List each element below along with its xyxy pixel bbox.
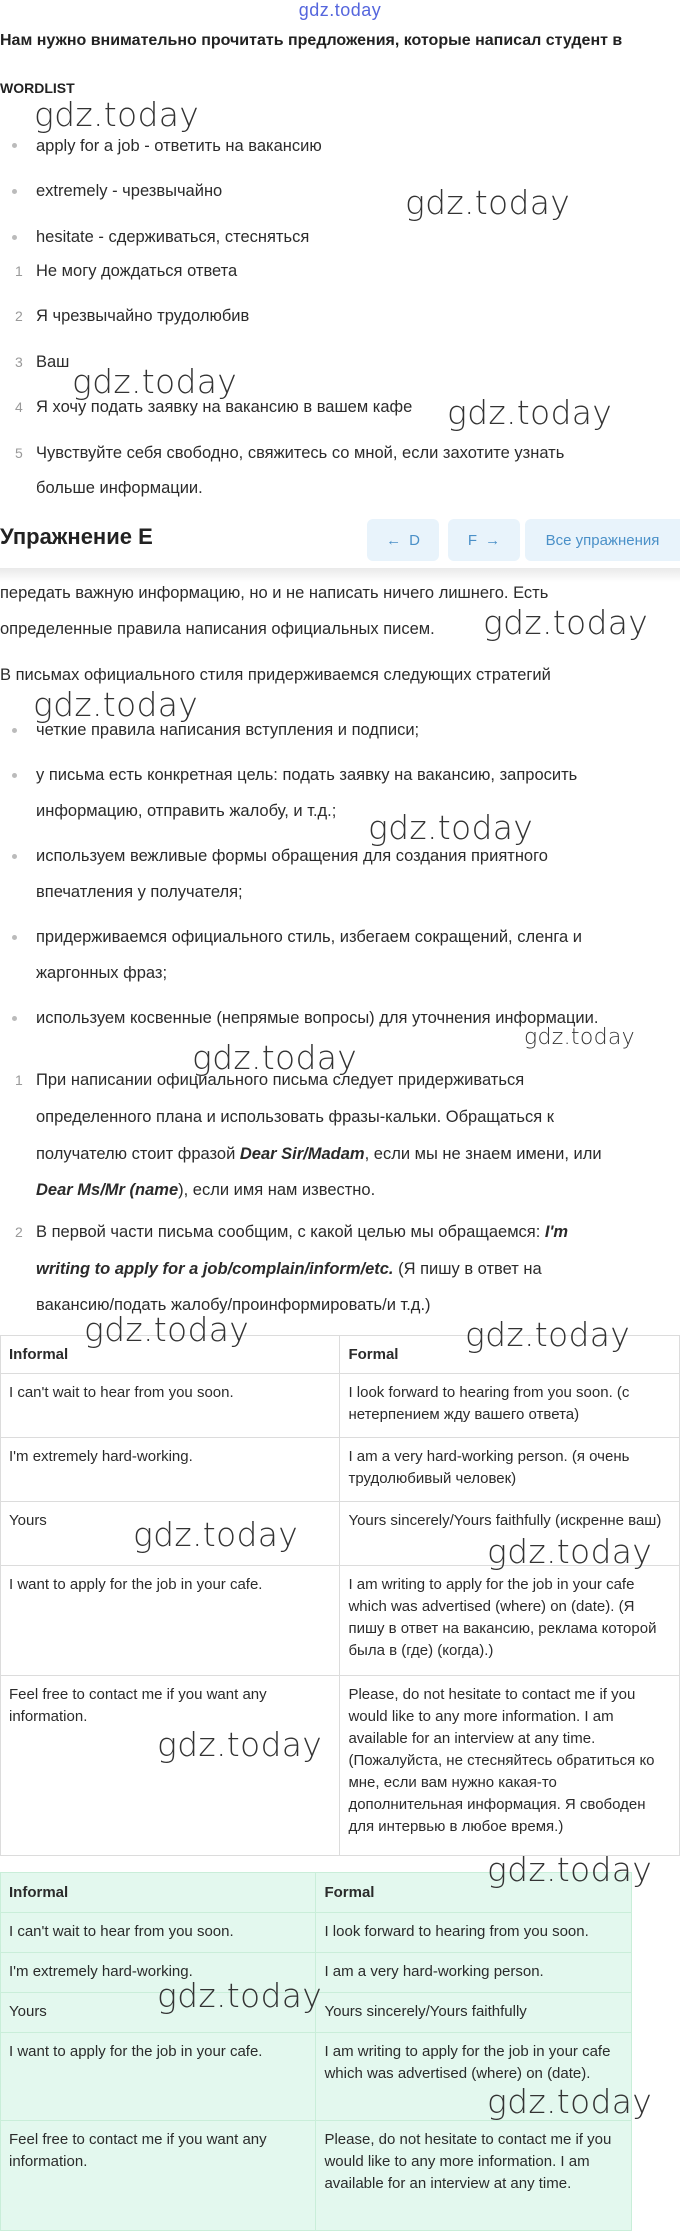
watermark: gdz.today bbox=[524, 1025, 635, 1050]
watermark: gdz.today bbox=[487, 1532, 653, 1571]
list-item: используем вежливые формы обращения для создания приятного bbox=[36, 847, 548, 865]
table-cell: I can't wait to hear from you soon. bbox=[1, 1374, 340, 1438]
watermark: gdz.today bbox=[405, 183, 571, 222]
table-row bbox=[1, 1438, 680, 1502]
table-cell: I can't wait to hear from you soon. bbox=[1, 1913, 316, 1953]
item-number: 5 bbox=[15, 445, 23, 461]
bullet-icon bbox=[12, 189, 17, 194]
step-line: При написании официального письма следует придерживаться bbox=[36, 1071, 525, 1089]
list-item: Я чрезвычайно трудолюбив bbox=[36, 307, 250, 325]
item-number: 2 bbox=[15, 308, 23, 324]
watermark: gdz.today bbox=[192, 1038, 358, 1077]
watermark: gdz.today bbox=[368, 808, 534, 847]
bullet-icon bbox=[12, 1016, 17, 1021]
list-item-continuation: впечатления у получателя; bbox=[36, 883, 243, 901]
paragraph-line: В письмах официального стиля придерживаемся следующих стратегий bbox=[0, 666, 551, 684]
list-item: extremely - чрезвычайно bbox=[36, 182, 223, 200]
list-item: hesitate - сдерживаться, стесняться bbox=[36, 228, 310, 246]
table-cell: Feel free to contact me if you want any information. bbox=[1, 1676, 340, 1856]
table-cell: I am a very hard-working person. (я очень трудолюбивый человек) bbox=[340, 1438, 680, 1502]
column-header-formal: Formal bbox=[340, 1336, 680, 1374]
column-header-formal: Formal bbox=[316, 1873, 632, 1913]
table-row bbox=[1, 2121, 632, 2231]
site-logo[interactable]: gdz.today bbox=[298, 0, 382, 20]
watermark: gdz.today bbox=[133, 1515, 299, 1554]
table-cell: I am writing to apply for the job in your cafe which was advertised (where) on (date). bbox=[316, 2033, 632, 2121]
watermark: gdz.today bbox=[157, 1976, 323, 2015]
table-cell: Please, do not hesitate to contact me if you would like to any more information. I am available for an interview at any time. bbox=[316, 2121, 632, 2231]
list-item: Я хочу подать заявку на вакансию в вашем кафе bbox=[36, 398, 413, 416]
next-exercise-label: F bbox=[467, 531, 478, 549]
comparison-table-highlighted bbox=[0, 1872, 632, 2231]
table-cell: I look forward to hearing from you soon. (с нетерпением жду вашего ответа) bbox=[340, 1374, 680, 1438]
table-cell: Feel free to contact me if you want any information. bbox=[1, 2121, 316, 2231]
comparison-table bbox=[0, 1335, 680, 1856]
all-exercises-button[interactable] bbox=[525, 519, 680, 561]
step-line: вакансию/подать жалобу/проинформировать/и т.д.) bbox=[36, 1296, 431, 1314]
all-exercises-label: Все упражнения bbox=[545, 531, 660, 549]
step-line: Dear Ms/Mr (name), если имя нам известно. bbox=[36, 1181, 376, 1199]
intro-text: Нам нужно внимательно прочитать предложения, которые написал студент в bbox=[0, 32, 623, 49]
item-number: 1 bbox=[15, 263, 23, 279]
list-item: используем косвенные (непрямые вопросы) для уточнения информации. bbox=[36, 1009, 599, 1027]
bullet-icon bbox=[12, 773, 17, 778]
table-row bbox=[1, 1374, 680, 1438]
item-number: 2 bbox=[15, 1224, 23, 1240]
table-cell: Please, do not hesitate to contact me if you would like to any more information. I am available for an interview at any time. (Пожалуйста, не стесняйтесь обратиться ко мне, если вам нужно какая-то дополнительная информация. Я свободен для интервью в любое время.) bbox=[340, 1676, 680, 1856]
step-line: writing to apply for a job/complain/inform/etc. (Я пишу в ответ на bbox=[36, 1260, 542, 1278]
prev-exercise-button[interactable] bbox=[367, 519, 439, 561]
prev-exercise-label: D bbox=[409, 531, 420, 549]
bullet-icon bbox=[12, 728, 17, 733]
list-item: у письма есть конкретная цель: подать заявку на вакансию, запросить bbox=[36, 766, 578, 784]
watermark: gdz.today bbox=[33, 685, 199, 724]
list-item: придерживаемся официального стиль, избегаем сокращений, сленга и bbox=[36, 928, 583, 946]
paragraph-line: передать важную информацию, но и не написать ничего лишнего. Есть bbox=[0, 584, 549, 602]
watermark: gdz.today bbox=[72, 362, 238, 401]
table-cell: I'm extremely hard-working. bbox=[1, 1438, 340, 1502]
watermark: gdz.today bbox=[487, 2082, 653, 2121]
watermark: gdz.today bbox=[84, 1310, 250, 1349]
bullet-icon bbox=[12, 854, 17, 859]
arrow-right-icon: → bbox=[485, 531, 501, 549]
table-row bbox=[1, 1913, 632, 1953]
item-number: 4 bbox=[15, 399, 23, 415]
watermark: gdz.today bbox=[487, 1850, 653, 1889]
list-item-continuation: жаргонных фраз; bbox=[36, 964, 168, 982]
table-cell: Yours sincerely/Yours faithfully (искренне ваш) bbox=[340, 1502, 680, 1566]
step-line: получателю стоит фразой Dear Sir/Madam, если мы не знаем имени, или bbox=[36, 1145, 602, 1163]
list-item: Не могу дождаться ответа bbox=[36, 262, 238, 280]
bullet-icon bbox=[12, 235, 17, 240]
table-cell: I'm extremely hard-working. bbox=[1, 1953, 316, 1993]
table-cell: Yours bbox=[1, 1993, 316, 2033]
step-line: В первой части письма сообщим, с какой целью мы обращаемся: I'm bbox=[36, 1223, 569, 1241]
bullet-icon bbox=[12, 143, 17, 148]
list-item-continuation: больше информации. bbox=[36, 479, 203, 497]
table-cell: Yours sincerely/Yours faithfully bbox=[316, 1993, 632, 2033]
step-line: определенного плана и использовать фразы-кальки. Обращаться к bbox=[36, 1108, 554, 1126]
column-header-informal: Informal bbox=[1, 1873, 316, 1913]
list-item-continuation: информацию, отправить жалобу, и т.д.; bbox=[36, 802, 337, 820]
wordlist-heading: WORDLIST bbox=[0, 80, 75, 96]
watermark: gdz.today bbox=[157, 1725, 323, 1764]
watermark: gdz.today bbox=[483, 603, 649, 642]
list-item: четкие правила написания вступления и подписи; bbox=[36, 721, 420, 739]
arrow-left-icon: ← bbox=[386, 531, 402, 549]
list-item: Ваш bbox=[36, 353, 70, 371]
item-number: 3 bbox=[15, 354, 23, 370]
watermark: gdz.today bbox=[447, 393, 613, 432]
column-header-informal: Informal bbox=[1, 1336, 340, 1374]
table-row bbox=[1, 1676, 680, 1856]
table-cell: I want to apply for the job in your cafe. bbox=[1, 2033, 316, 2121]
table-cell: I look forward to hearing from you soon. bbox=[316, 1913, 632, 1953]
watermark: gdz.today bbox=[34, 95, 200, 134]
exercise-title: Упражнение E bbox=[0, 524, 153, 549]
table-cell: I am a very hard-working person. bbox=[316, 1953, 632, 1993]
list-item: apply for a job - ответить на вакансию bbox=[36, 137, 322, 155]
table-cell: I am writing to apply for the job in your cafe which was advertised (where) on (date). (Я пишу в ответ на вакансию, реклама которой была в (где) (когда).) bbox=[340, 1566, 680, 1676]
table-cell: I want to apply for the job in your cafe. bbox=[1, 1566, 340, 1676]
watermark: gdz.today bbox=[465, 1315, 631, 1354]
table-row bbox=[1, 1566, 680, 1676]
list-item: Чувствуйте себя свободно, свяжитесь со мной, если захотите узнать bbox=[36, 444, 565, 462]
item-number: 1 bbox=[15, 1072, 23, 1088]
paragraph-line: определенные правила написания официальных писем. bbox=[0, 620, 435, 638]
next-exercise-button[interactable] bbox=[448, 519, 520, 561]
table-cell: Yours bbox=[1, 1502, 340, 1566]
bullet-icon bbox=[12, 935, 17, 940]
